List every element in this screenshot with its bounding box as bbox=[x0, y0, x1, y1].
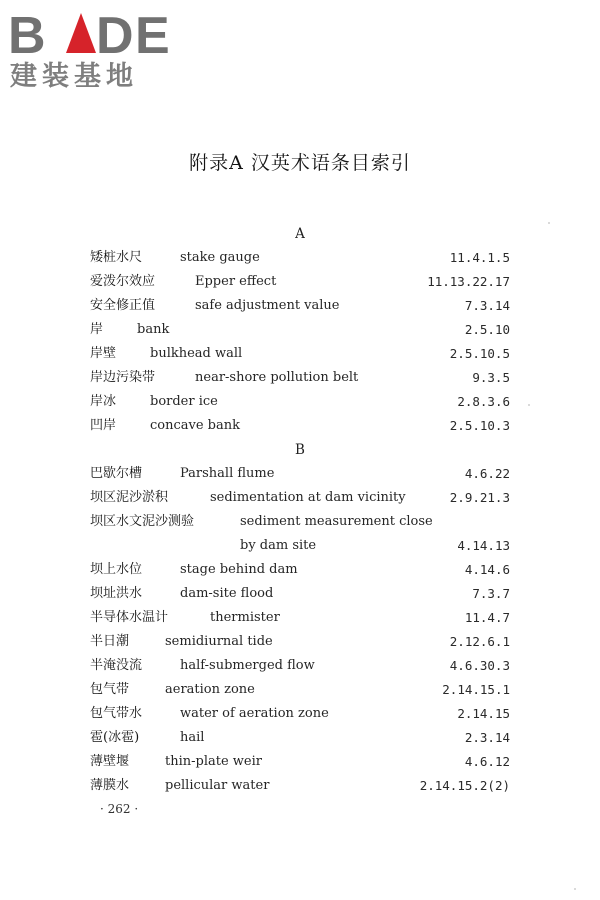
scan-speck bbox=[574, 888, 576, 890]
index-entry bbox=[0, 702, 600, 726]
term-english: thermister bbox=[210, 610, 280, 625]
logo-letter-b: B bbox=[8, 7, 46, 60]
page-number: · 262 · bbox=[100, 802, 139, 816]
clause-number: 4.6.12 bbox=[464, 754, 510, 769]
term-chinese: 坝区泥沙淤积 bbox=[90, 490, 169, 505]
term-english: half-submerged flow bbox=[180, 658, 315, 673]
logo bbox=[8, 6, 178, 96]
term-chinese: 半淹没流 bbox=[90, 658, 143, 673]
term-chinese: 安全修正值 bbox=[90, 298, 156, 313]
section-letter: B bbox=[295, 442, 305, 458]
scan-speck bbox=[548, 222, 550, 224]
term-chinese: 坝区水文泥沙测验 bbox=[90, 514, 195, 529]
clause-number: 2.5.10 bbox=[464, 322, 510, 337]
term-chinese: 坝上水位 bbox=[90, 562, 143, 577]
term-chinese: 岸边污染带 bbox=[90, 370, 156, 385]
term-english: hail bbox=[180, 730, 205, 745]
index-entry bbox=[0, 318, 600, 342]
term-chinese: 巴歇尔槽 bbox=[90, 466, 143, 481]
clause-number: 2.3.14 bbox=[464, 730, 510, 745]
term-chinese: 包气带水 bbox=[90, 706, 143, 721]
clause-number: 4.14.6 bbox=[464, 562, 510, 577]
term-chinese: 包气带 bbox=[90, 682, 130, 697]
term-chinese: 薄膜水 bbox=[90, 778, 130, 793]
term-chinese: 薄壁堰 bbox=[90, 754, 130, 769]
clause-number: 2.5.10.5 bbox=[449, 346, 510, 361]
logo-mark bbox=[8, 6, 174, 60]
clause-number: 9.3.5 bbox=[472, 370, 510, 385]
term-english: near-shore pollution belt bbox=[195, 370, 359, 385]
scan-speck bbox=[528, 404, 530, 406]
index-entry bbox=[0, 630, 600, 654]
index-entry bbox=[0, 726, 600, 750]
logo-red-triangle bbox=[66, 13, 96, 53]
logo-letter-d: D bbox=[96, 7, 134, 60]
index-entry bbox=[0, 654, 600, 678]
clause-number: 2.12.6.1 bbox=[449, 634, 510, 649]
term-chinese: 半日潮 bbox=[90, 634, 130, 649]
term-chinese: 岸 bbox=[90, 322, 104, 337]
index-entry bbox=[0, 246, 600, 270]
clause-number: 7.3.14 bbox=[464, 298, 510, 313]
clause-number: 2.14.15 bbox=[457, 706, 510, 721]
term-english: Parshall flume bbox=[180, 466, 275, 481]
term-english: stake gauge bbox=[180, 250, 260, 265]
term-chinese: 坝址洪水 bbox=[90, 586, 143, 601]
index-entry bbox=[0, 534, 600, 558]
section-letter: A bbox=[295, 226, 305, 242]
clause-number: 2.14.15.1 bbox=[442, 682, 510, 697]
logo-name: 建装基地 bbox=[10, 61, 138, 92]
term-chinese: 雹(冰雹) bbox=[90, 730, 140, 745]
term-english: border ice bbox=[150, 394, 218, 409]
clause-number: 11.4.1.5 bbox=[449, 250, 510, 265]
term-english: bank bbox=[137, 322, 170, 337]
term-english: concave bank bbox=[150, 418, 241, 433]
index-entry bbox=[0, 510, 600, 534]
term-english: water of aeration zone bbox=[180, 706, 329, 721]
index-entry bbox=[0, 486, 600, 510]
term-english: semidiurnal tide bbox=[165, 634, 273, 649]
term-english: pellicular water bbox=[165, 778, 270, 793]
index-entry bbox=[0, 678, 600, 702]
term-index bbox=[0, 222, 600, 798]
term-english: bulkhead wall bbox=[150, 346, 243, 361]
clause-number: 7.3.7 bbox=[472, 586, 510, 601]
term-english: safe adjustment value bbox=[195, 298, 340, 313]
term-chinese: 凹岸 bbox=[90, 418, 117, 433]
clause-number: 4.14.13 bbox=[457, 538, 510, 553]
index-entry bbox=[0, 270, 600, 294]
index-entry bbox=[0, 462, 600, 486]
clause-number: 11.13.22.17 bbox=[427, 274, 510, 289]
index-entry bbox=[0, 774, 600, 798]
term-english: aeration zone bbox=[165, 682, 255, 697]
index-entry bbox=[0, 390, 600, 414]
term-chinese: 矮桩水尺 bbox=[90, 250, 143, 265]
term-english: sedimentation at dam vicinity bbox=[210, 490, 406, 505]
index-entry bbox=[0, 366, 600, 390]
term-english: stage behind dam bbox=[180, 562, 298, 577]
index-entry bbox=[0, 558, 600, 582]
clause-number: 11.4.7 bbox=[464, 610, 510, 625]
page-title: 附录A 汉英术语条目索引 bbox=[189, 152, 411, 174]
term-chinese: 爱泼尔效应 bbox=[90, 274, 156, 289]
index-entry bbox=[0, 582, 600, 606]
index-entry bbox=[0, 606, 600, 630]
term-english: Epper effect bbox=[195, 274, 277, 289]
clause-number: 2.9.21.3 bbox=[449, 490, 510, 505]
clause-number: 4.6.22 bbox=[464, 466, 510, 481]
index-entry bbox=[0, 414, 600, 438]
clause-number: 2.14.15.2(2) bbox=[419, 778, 510, 793]
term-chinese: 半导体水温计 bbox=[90, 610, 169, 625]
index-entry bbox=[0, 294, 600, 318]
index-entry bbox=[0, 342, 600, 366]
term-english: sediment measurement close bbox=[240, 514, 433, 529]
clause-number: 4.6.30.3 bbox=[449, 658, 510, 673]
logo-letter-e: E bbox=[135, 7, 170, 60]
term-english: thin-plate weir bbox=[165, 754, 262, 769]
clause-number: 2.5.10.3 bbox=[449, 418, 510, 433]
index-entry bbox=[0, 750, 600, 774]
term-chinese: 岸冰 bbox=[90, 394, 117, 409]
clause-number: 2.8.3.6 bbox=[457, 394, 510, 409]
term-english: by dam site bbox=[240, 538, 317, 553]
term-english: dam-site flood bbox=[180, 586, 274, 601]
term-chinese: 岸壁 bbox=[90, 346, 117, 361]
